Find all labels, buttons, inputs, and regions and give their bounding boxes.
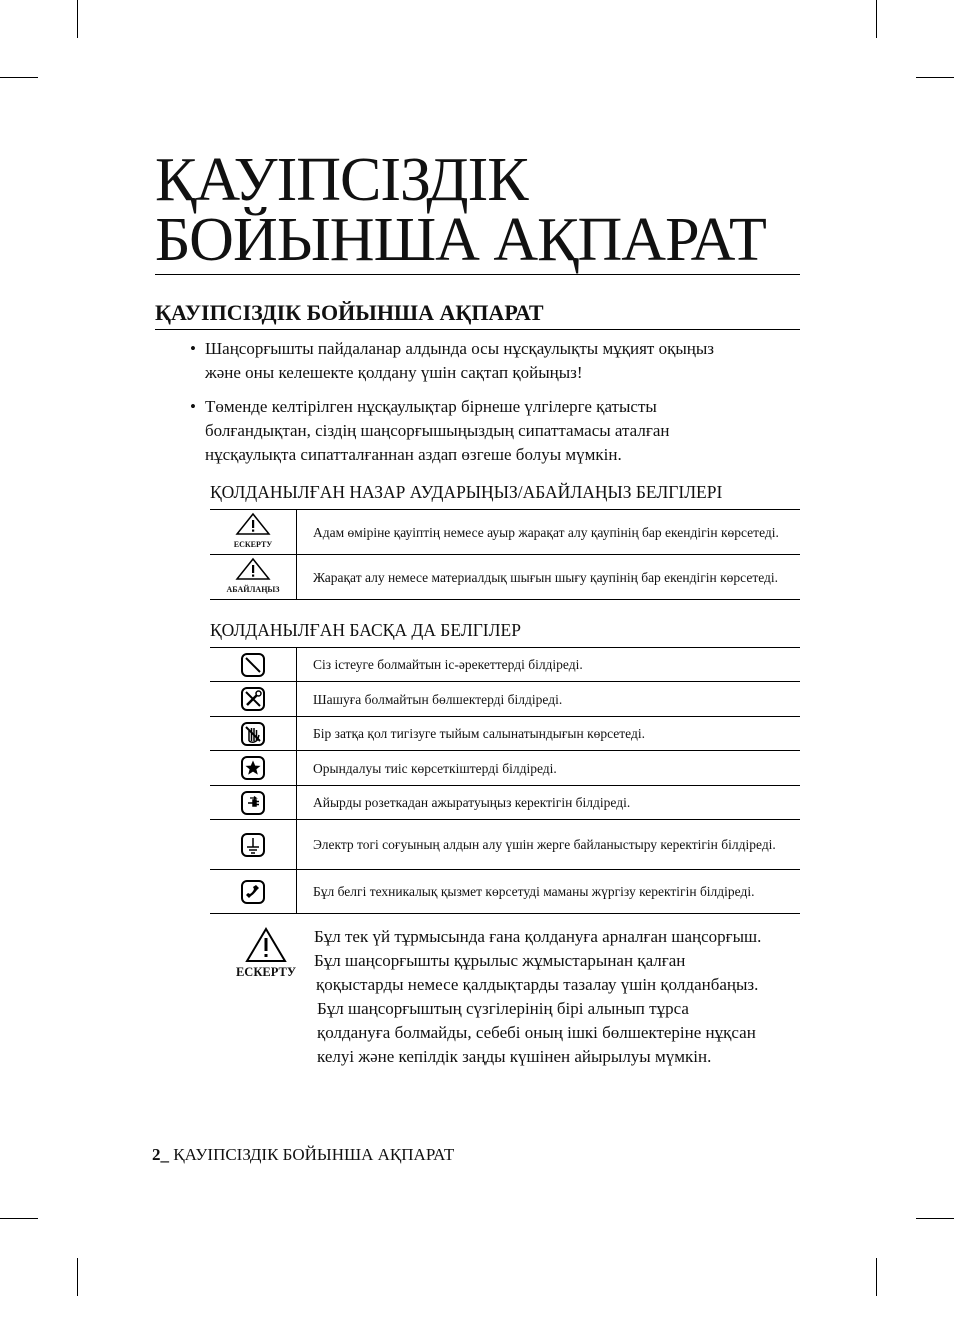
table-row	[210, 682, 800, 717]
icon-cell	[210, 555, 297, 600]
bullet-item	[190, 337, 800, 385]
warning-note-icon-block	[228, 927, 304, 980]
icon-cell	[210, 648, 297, 682]
table-row	[210, 820, 800, 870]
page-title	[155, 146, 800, 275]
page-number: 2_	[152, 1145, 169, 1164]
table-row	[210, 510, 800, 555]
do-not-touch-icon	[240, 721, 266, 747]
warning-note-line: қоқыстарды немесе қалдықтарды тазалау үшін қолданбаңыз.	[316, 975, 759, 994]
prohibited-icon	[240, 652, 266, 678]
bullet-line: және оны келешекте қолдану үшін сақтап қойыңыз!	[205, 363, 583, 382]
bullet-line: Шаңсорғышты пайдаланар алдында осы нұсқаулықты мұқият оқыңыз	[205, 339, 714, 358]
warning-note-label: ЕСКЕРТУ	[235, 965, 297, 979]
do-not-disassemble-icon	[240, 686, 266, 712]
crop-mark	[77, 0, 78, 38]
symbol-description: Бір затқа қол тигізуге тыйым салынатындығын көрсетеді.	[297, 717, 801, 751]
symbol-description: Жарақат алу немесе материалдық шығын шығу қаупінің бар екендігін көрсетеді.	[297, 555, 801, 600]
crop-mark	[916, 77, 954, 78]
bullet-line: Төменде келтірілген нұсқаулықтар бірнеше үлгілерге қатысты	[205, 397, 657, 416]
symbol-description: Адам өміріне қауіптің немесе ауыр жарақат алу қаупінің бар екендігін көрсетеді.	[297, 510, 801, 555]
warning-note-line: келуі және кепілдік заңды күшінен айырылуы мүмкін.	[317, 1047, 712, 1066]
bullet-item	[190, 395, 800, 467]
table-row	[210, 648, 800, 682]
section-title: ҚАУІПСІЗДІК БОЙЫНША АҚПАРАТ	[155, 300, 800, 330]
crop-mark	[77, 1258, 78, 1296]
unplug-icon	[240, 790, 266, 816]
page-title-line2: БОЙЫНША АҚПАРАТ	[155, 206, 766, 274]
symbol-description: Айырды розеткадан ажыратуыңыз керектігін білдіреді.	[297, 786, 801, 820]
warning-note-text	[314, 925, 814, 1069]
table-row	[210, 751, 800, 786]
symbol-description: Электр тогі соғуының алдын алу үшін жерге байланыстыру керектігін білдіреді.	[297, 820, 801, 870]
icon-cell	[210, 751, 297, 786]
intro-bullets	[190, 337, 800, 477]
symbol-description: Бұл белгі техникалық қызмет көрсетуді маманы жүргізу керектігін білдіреді.	[297, 870, 801, 914]
icon-cell	[210, 510, 297, 555]
crop-mark	[876, 1258, 877, 1296]
warning-triangle-icon	[245, 927, 287, 963]
warning-note-line: Бұл шаңсорғыштың сүзгілерінің бірі алынып тұрса	[317, 999, 689, 1018]
warning-symbols-table	[210, 509, 800, 600]
icon-cell	[210, 820, 297, 870]
symbol-description: Сіз істеуге болмайтын іс-әрекеттерді білдіреді.	[297, 648, 801, 682]
warning-note-line: қолдануға болмайды, себебі оның ішкі бөлшектеріне нұқсан	[317, 1023, 756, 1042]
footer-title: ҚАУІПСІЗДІК БОЙЫНША АҚПАРАТ	[173, 1145, 455, 1164]
crop-mark	[0, 77, 38, 78]
other-symbols-table	[210, 647, 800, 914]
warning-triangle-icon	[233, 512, 273, 536]
symbol-description: Орындалуы тиіс көрсеткіштерді білдіреді.	[297, 751, 801, 786]
symbol-label: АБАЙЛАҢЫЗ	[226, 584, 280, 594]
crop-mark	[0, 1218, 38, 1219]
bullet-dot: •	[190, 339, 196, 358]
symbol-description: Шашуға болмайтын бөлшектерді білдіреді.	[297, 682, 801, 717]
icon-cell	[210, 717, 297, 751]
table-row	[210, 555, 800, 600]
warning-symbols-heading: ҚОЛДАНЫЛҒАН НАЗАР АУДАРЫҢЫЗ/АБАЙЛАҢЫЗ БЕЛГІЛЕРІ	[210, 482, 723, 502]
page-title-line1: ҚАУІПСІЗДІК	[155, 146, 528, 214]
symbol-label: ЕСКЕРТУ	[233, 539, 273, 549]
mandatory-star-icon	[240, 755, 266, 781]
table-row	[210, 786, 800, 820]
table-row	[210, 870, 800, 914]
crop-mark	[916, 1218, 954, 1219]
bullet-line: нұсқаулықта сипатталғаннан аздап өзгеше болуы мүмкін.	[205, 445, 622, 464]
icon-cell	[210, 786, 297, 820]
bullet-dot: •	[190, 397, 196, 416]
other-symbols-heading: ҚОЛДАНЫЛҒАН БАСҚА ДА БЕЛГІЛЕР	[210, 620, 521, 640]
caution-triangle-icon	[233, 557, 273, 581]
warning-note-line: Бұл шаңсорғышты құрылыс жұмыстарынан қалған	[314, 951, 686, 970]
icon-cell	[210, 870, 297, 914]
crop-mark	[876, 0, 877, 38]
bullet-line: болғандықтан, сіздің шаңсорғышыңыздың сипаттамасы аталған	[205, 421, 670, 440]
ground-icon	[240, 832, 266, 858]
table-row	[210, 717, 800, 751]
warning-note-line: Бұл тек үй тұрмысында ғана қолдануға арналған шаңсорғыш.	[314, 927, 762, 946]
service-phone-icon	[240, 879, 266, 905]
page-footer	[152, 1145, 454, 1165]
icon-cell	[210, 682, 297, 717]
